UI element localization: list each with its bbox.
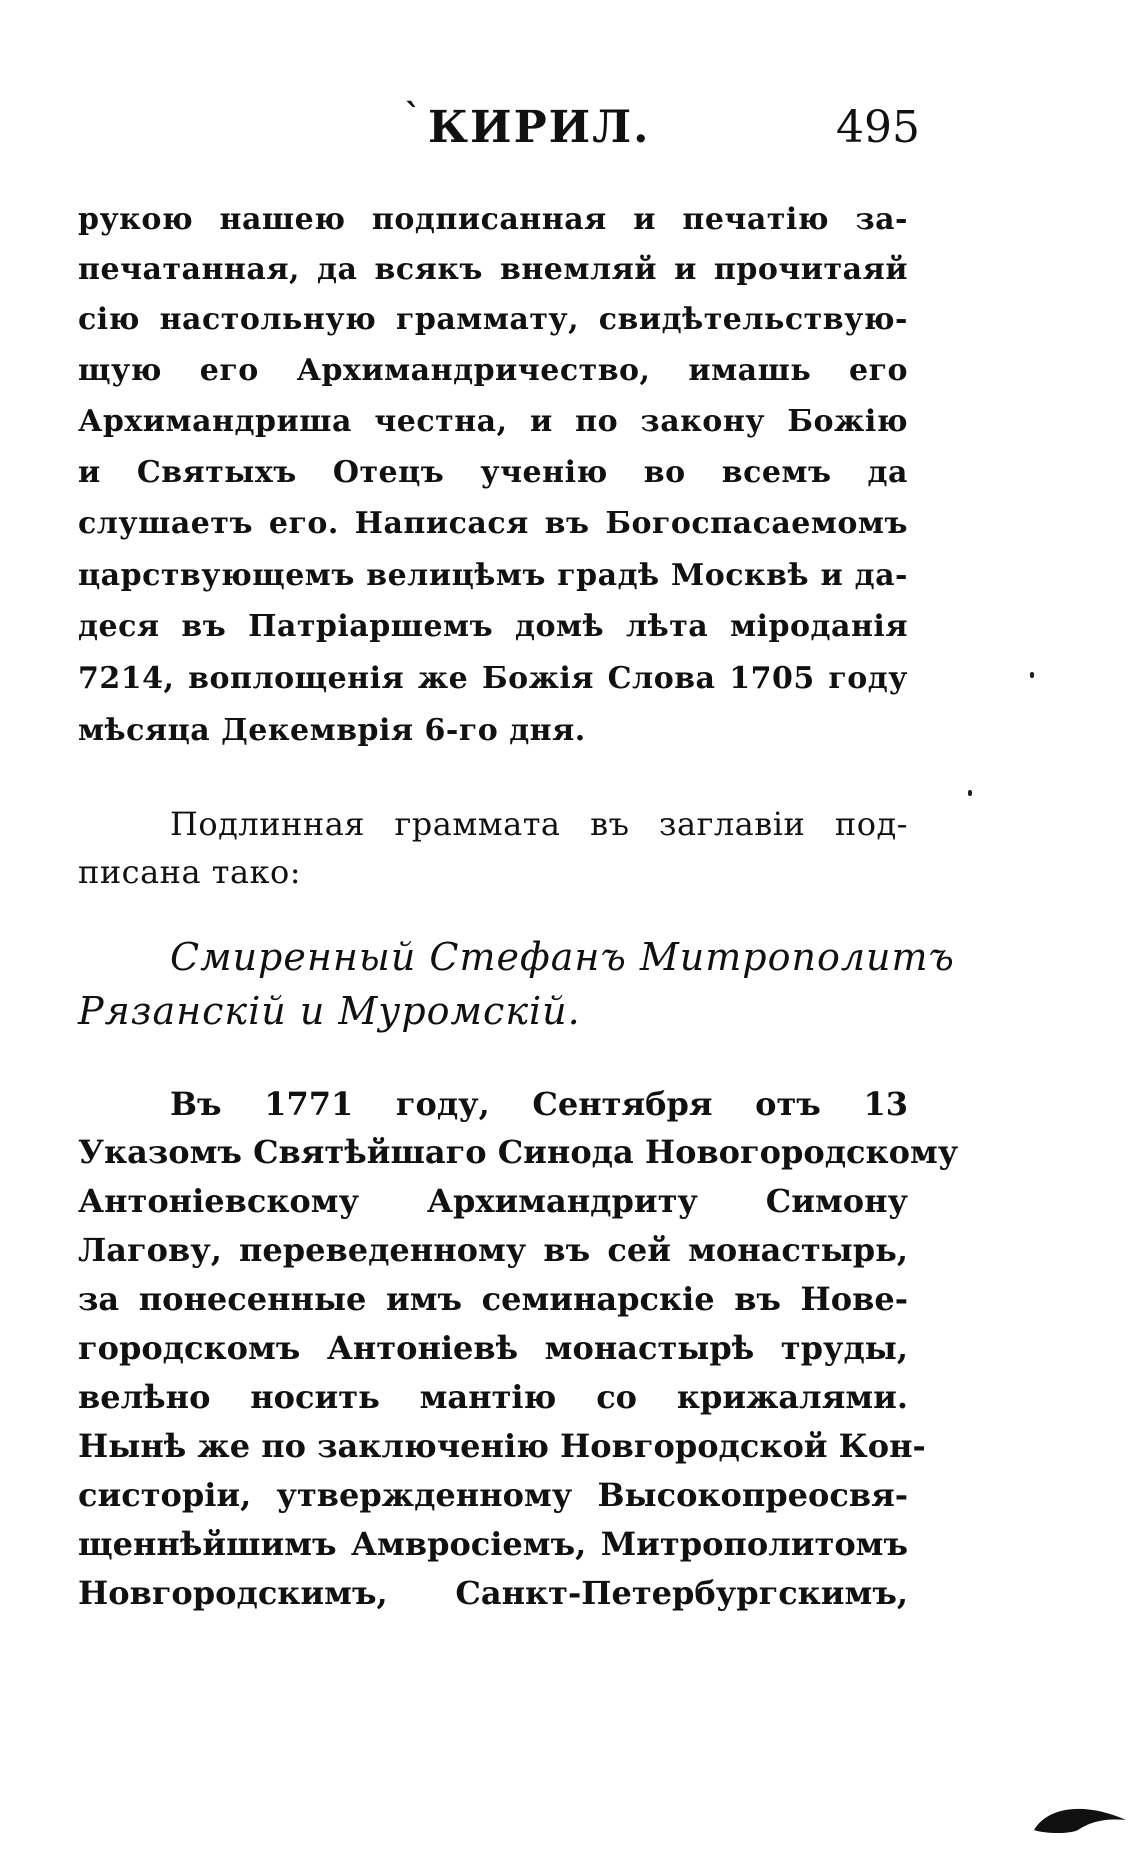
text-line: городскомъ Антоніевѣ монастырѣ труды,	[78, 1329, 908, 1367]
text-line: и Святыхъ Отецъ ученію во всемъ да	[78, 455, 908, 490]
text-line: Подлинная граммата въ заглавіи под-	[170, 805, 908, 843]
text-line: велѣно носить мантію со крижалями.	[78, 1378, 908, 1416]
text-line: Архимандриша честна, и по закону Божію	[78, 404, 908, 439]
text-line: Рязанскій и Муромскій.	[78, 989, 581, 1033]
text-line: мѣсяца Декемврія 6-го дня.	[78, 713, 586, 748]
page-number: 495	[836, 102, 920, 153]
text-line: систоріи, утвержденному Высокопреосвя-	[78, 1476, 908, 1514]
text-line: Смиренный Стефанъ Митрополитъ	[170, 935, 955, 979]
text-line: Указомъ Святѣйшаго Синода Новогородскому	[78, 1133, 959, 1171]
text-line: Антоніевскому Архимандриту Симону	[78, 1182, 908, 1220]
running-head: КИРИЛ.	[428, 102, 651, 153]
header-mark: `	[404, 97, 421, 137]
text-line: щеннѣйшимъ Амвросіемъ, Митрополитомъ	[78, 1525, 908, 1563]
fleuron-ornament-icon	[1030, 1800, 1130, 1834]
print-speck	[1030, 672, 1034, 678]
text-line: Нынѣ же по заключенію Новгородской Кон-	[78, 1427, 926, 1465]
text-line: писана тако:	[78, 853, 302, 891]
text-line: печатанная, да всякъ внемляй и прочитаяй	[78, 252, 908, 287]
text-line: 7214, воплощенія же Божія Слова 1705 году	[78, 661, 908, 696]
text-line: царствующемъ велицѣмъ градѣ Москвѣ и да-	[78, 558, 908, 593]
text-line: Лагову, переведенному въ сей монастырь,	[78, 1231, 908, 1269]
text-line: Въ 1771 году, Сентября отъ 13	[170, 1085, 908, 1123]
text-line: за понесенные имъ семинарскіе въ Нове-	[78, 1280, 908, 1318]
print-speck	[968, 790, 972, 796]
text-line: деся въ Патріаршемъ домѣ лѣта міроданія	[78, 609, 908, 644]
text-line: щую его Архимандричество, имашь его	[78, 353, 908, 388]
text-line: слушаетъ его. Написася въ Богоспасаемомъ	[78, 506, 908, 541]
text-line: рукою нашею подписанная и печатію за-	[78, 202, 908, 237]
text-line: Новгородскимъ, Санкт-Петербургскимъ,	[78, 1574, 908, 1612]
text-line: сію настольную граммату, свидѣтельствую-	[78, 302, 908, 337]
